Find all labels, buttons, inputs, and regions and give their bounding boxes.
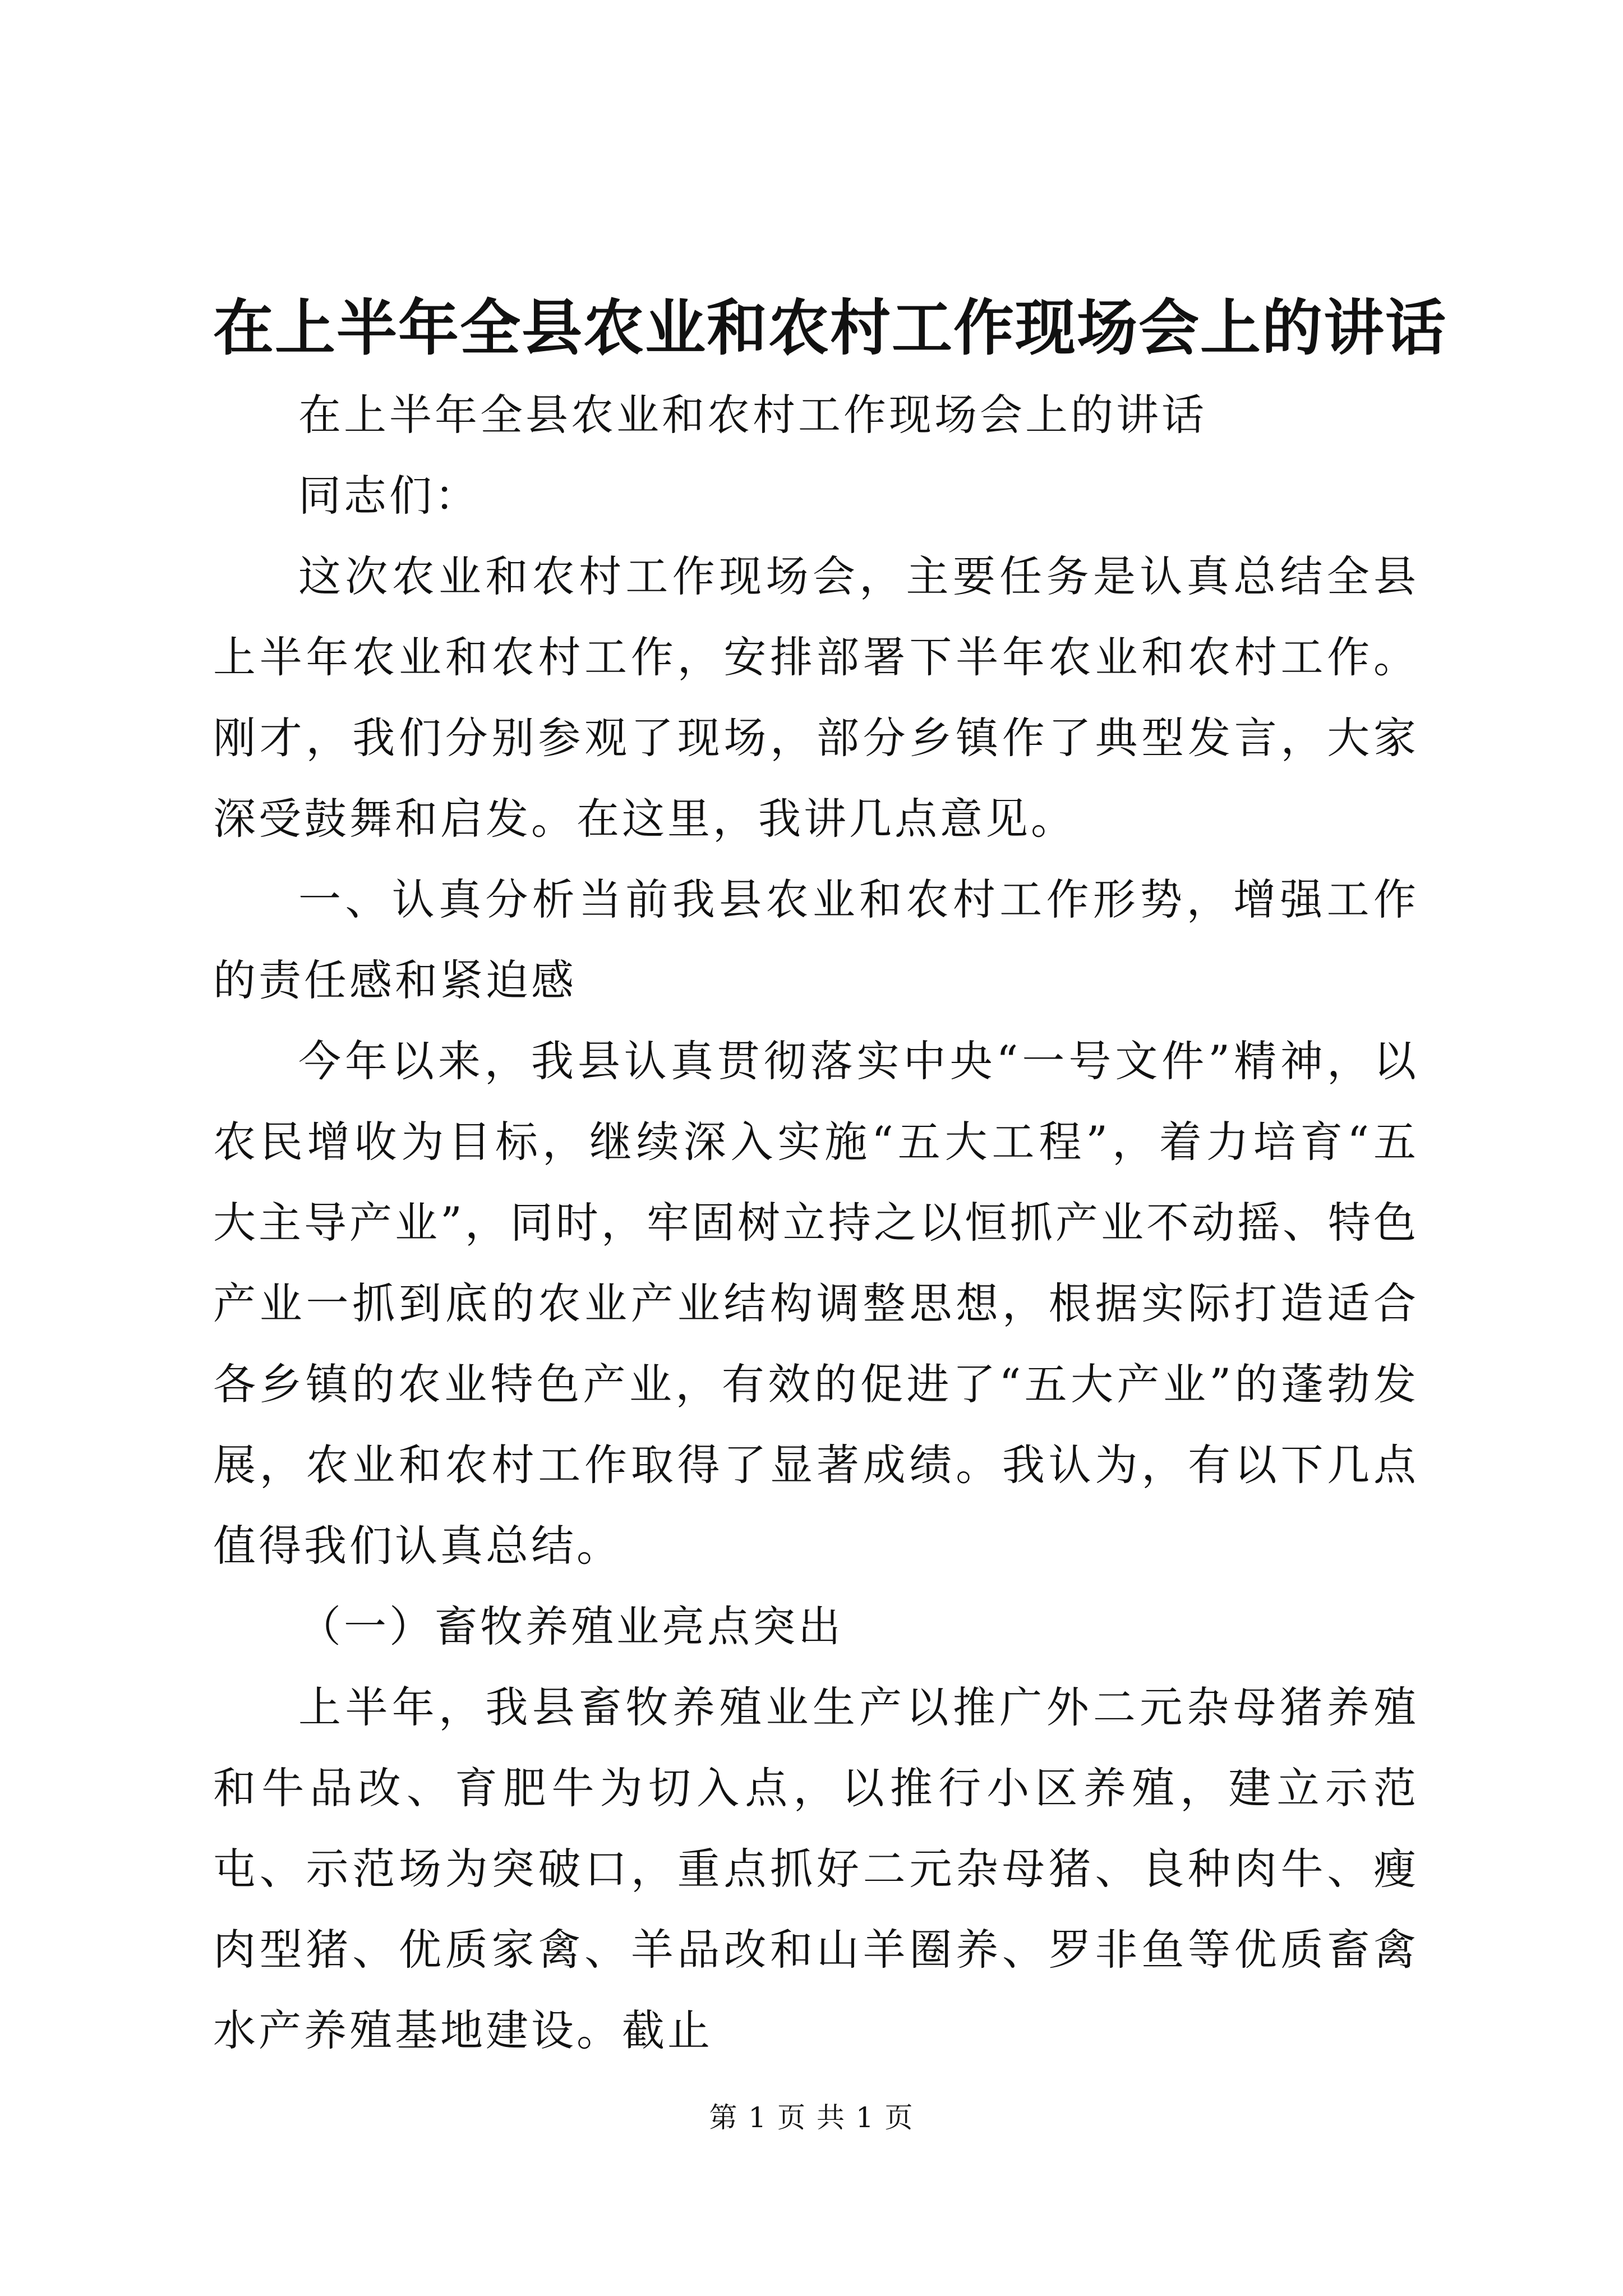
document-title: 在上半年全县农业和农村工作现场会上的讲话 [213, 293, 1447, 364]
subtitle-paragraph: 在上半年全县农业和农村工作现场会上的讲话 [298, 390, 1207, 440]
section-heading: 一、认真分析当前我县农业和农村工作形势，增强工作的责任感和紧迫感 [213, 875, 1419, 1005]
document-body [213, 375, 1419, 2071]
subsection-heading: （一）畜牧养殖业亮点突出 [298, 1602, 843, 1651]
body-paragraph: 上半年，我县畜牧养殖业生产以推广外二元杂母猪养殖和牛品改、育肥牛为切入点，以推行小区养殖，建立示范屯、示范场为突破口，重点抓好二元杂母猪、良种肉牛、瘦肉型猪、优质家禽、羊品改和山羊圈养、罗非鱼等优质畜禽水产养殖基地建设。截止 [213, 1682, 1419, 2055]
salutation-paragraph: 同志们： [298, 471, 480, 521]
body-paragraph: 今年以来，我县认真贯彻落实中央“一号文件”精神，以农民增收为目标，继续深入实施“五大工程”，着力培育“五大主导产业”，同时，牢固树立持之以恒抓产业不动摇、特色产业一抓到底的农业产业结构调整思想，根据实际打造适合各乡镇的农业特色产业，有效的促进了“五大产业”的蓬勃发展，农业和农村工作取得了显著成绩。我认为，有以下几点值得我们认真总结。 [213, 1036, 1419, 1571]
body-paragraph: 这次农业和农村工作现场会，主要任务是认真总结全县上半年农业和农村工作，安排部署下半年农业和农村工作。刚才，我们分别参观了现场，部分乡镇作了典型发言，大家深受鼓舞和启发。在这里，我讲几点意见。 [213, 551, 1419, 844]
page-footer: 第 1 页 共 1 页 [709, 2101, 914, 2134]
